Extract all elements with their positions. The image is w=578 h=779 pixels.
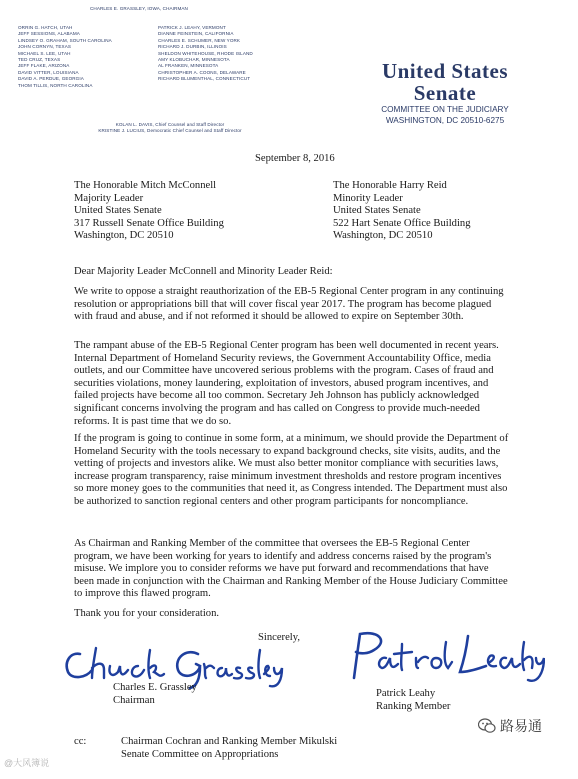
text-line: been made in conjunction with the Chairman and Ranking Member of the House Judiciary Committee [74, 575, 508, 587]
member: AMY KLOBUCHAR, MINNESOTA [158, 57, 230, 63]
senate-title: United States Senate [381, 59, 509, 105]
text-line: to improve this flawed program. [74, 588, 211, 600]
letter-date: September 8, 2016 [255, 153, 335, 164]
member: TED CRUZ, TEXAS [18, 57, 61, 63]
recipient-left [74, 180, 224, 243]
closing-sincerely: Sincerely, [258, 632, 300, 643]
cc-recipients [121, 736, 337, 761]
recipient-right [333, 180, 471, 243]
text-line: outlets, and our Committee have uncovered serious problems with the program. Cases of fraud and [74, 365, 494, 377]
letterhead-right-members [158, 25, 253, 83]
address-line: United States Senate [333, 205, 421, 217]
text-line: Internal Department of Homeland Security reviews, the Government Accountability Office, media [74, 352, 491, 364]
letterhead-chairman: CHARLES E. GRASSLEY, IOWA, CHAIRMAN [90, 6, 188, 11]
text-line: The rampant abuse of the EB-5 Regional Center program has been well documented in recent years. [74, 340, 499, 351]
member: MICHAEL S. LEE, UTAH [18, 50, 71, 56]
text-line: As Chairman and Ranking Member of the committee that oversees the EB-5 Regional Center [74, 538, 470, 549]
text-line: reforms. It is past time that we do so. [74, 415, 232, 427]
text-line: vetting of projects and investors alike. We must also better monitor compliance with securities laws, [74, 458, 499, 470]
text-line: We write to oppose a straight reauthorization of the EB-5 Regional Center program in any continuing [74, 286, 504, 297]
paragraph-3 [74, 433, 514, 509]
watermark-right-text: 路易通 [500, 719, 542, 735]
letterhead-left-members [18, 25, 112, 89]
paragraph-4 [74, 538, 514, 601]
text-line: be authorized to sanction regional centers and other program participants for noncompliance. [74, 495, 469, 507]
staff-line: KOLAN L. DAVIS, Chief Counsel and Staff Director [115, 122, 225, 127]
paragraph-2 [74, 340, 514, 428]
chat-bubble-icon [478, 718, 496, 734]
cc-label: cc: [74, 736, 87, 747]
member: JEFF FLAKE, ARIZONA [18, 63, 70, 69]
text-line: misuse. We implore you to consider reforms we have put forward and recommendations that have [74, 563, 489, 575]
member: DAVID VITTER, LOUISIANA [18, 69, 79, 75]
text-line: resolution or appropriations bill that will cover fiscal year 2017. The program has become plagued [74, 298, 492, 310]
signer-left [113, 682, 197, 707]
address-line: Washington, DC 20510 [74, 230, 174, 242]
member: DAVID A. PERDUE, GEORGIA [18, 76, 84, 82]
address-line: The Honorable Mitch McConnell [74, 180, 217, 191]
watermark-right [478, 716, 542, 736]
text-line: failed projects have become all too common. Secretary Jeh Johnson has publicly acknowledged [74, 390, 480, 402]
staff-line: KRISTINE J. LUCIUS, Democratic Chief Counsel and Staff Director [98, 128, 242, 134]
member: THOM TILLIS, NORTH CAROLINA [18, 82, 93, 88]
committee-city: WASHINGTON, DC 20510-6275 [385, 116, 505, 125]
address-line: United States Senate [74, 205, 162, 217]
senate-heading [355, 60, 535, 126]
member: RICHARD BLUMENTHAL, CONNECTICUT [158, 76, 251, 82]
address-line: Minority Leader [333, 192, 403, 204]
member: JOHN CORNYN, TEXAS [18, 44, 72, 50]
closing-thanks: Thank you for your consideration. [74, 608, 220, 619]
signer-title: Ranking Member [376, 700, 451, 712]
signer-name: Charles E. Grassley [113, 682, 197, 693]
leahy-signature [340, 628, 545, 688]
member: JEFF SESSIONS, ALABAMA [18, 31, 80, 37]
text-line: so more money goes to the communities that need it, as Congress intended. The Department must also [74, 483, 508, 495]
member: ORRIN G. HATCH, UTAH [18, 25, 73, 30]
address-line: The Honorable Harry Reid [333, 180, 447, 191]
paragraph-1 [74, 286, 514, 324]
member: CHRISTOPHER A. COONS, DELAWARE [158, 69, 246, 75]
text-line: with fraud and abuse, and if not reformed it should be allowed to expire on September 30th. [74, 311, 464, 323]
text-line: If the program is going to continue in some form, at a minimum, we should provide the Department of [74, 433, 509, 444]
salutation: Dear Majority Leader McConnell and Minority Leader Reid: [74, 266, 333, 277]
cc-line: Senate Committee on Appropriations [121, 748, 279, 760]
text-line: program, we have been working for years to identify and address concerns raised by the program's [74, 550, 492, 562]
watermark-left: @大风簿说 [4, 758, 50, 768]
signer-title: Chairman [113, 694, 155, 706]
committee-name: COMMITTEE ON THE JUDICIARY [381, 105, 509, 114]
text-line: increase program transparency, raise minimum investment thresholds and restore program incentives [74, 470, 502, 482]
text-line: securities violations, money laundering, exploitation of investors, abused program incentives, and [74, 377, 489, 389]
address-line: 317 Russell Senate Office Building [74, 217, 224, 229]
signer-name: Patrick Leahy [376, 688, 436, 699]
member: AL FRANKEN, MINNESOTA [158, 63, 219, 69]
cc-line: Chairman Cochran and Ranking Member Mikulski [121, 736, 338, 747]
address-line: 522 Hart Senate Office Building [333, 217, 471, 229]
signer-right [376, 688, 450, 713]
text-line: Homeland Security with the tools necessary to expand background checks, site visits, audits, and the [74, 445, 501, 457]
member: SHELDON WHITEHOUSE, RHODE ISLAND [158, 50, 253, 56]
member: PATRICK J. LEAHY, VERMONT [158, 25, 226, 30]
member: LINDSEY O. GRAHAM, SOUTH CAROLINA [18, 37, 112, 43]
member: CHARLES E. SCHUMER, NEW YORK [158, 37, 241, 43]
member: DIANNE FEINSTEIN, CALIFORNIA [158, 31, 234, 37]
letterhead-staff [70, 122, 270, 135]
address-line: Majority Leader [74, 192, 144, 204]
address-line: Washington, DC 20510 [333, 230, 433, 242]
member: RICHARD J. DURBIN, ILLINOIS [158, 44, 227, 50]
text-line: significant concerns involving the program and has called on Congress to provide much-needed [74, 402, 480, 414]
